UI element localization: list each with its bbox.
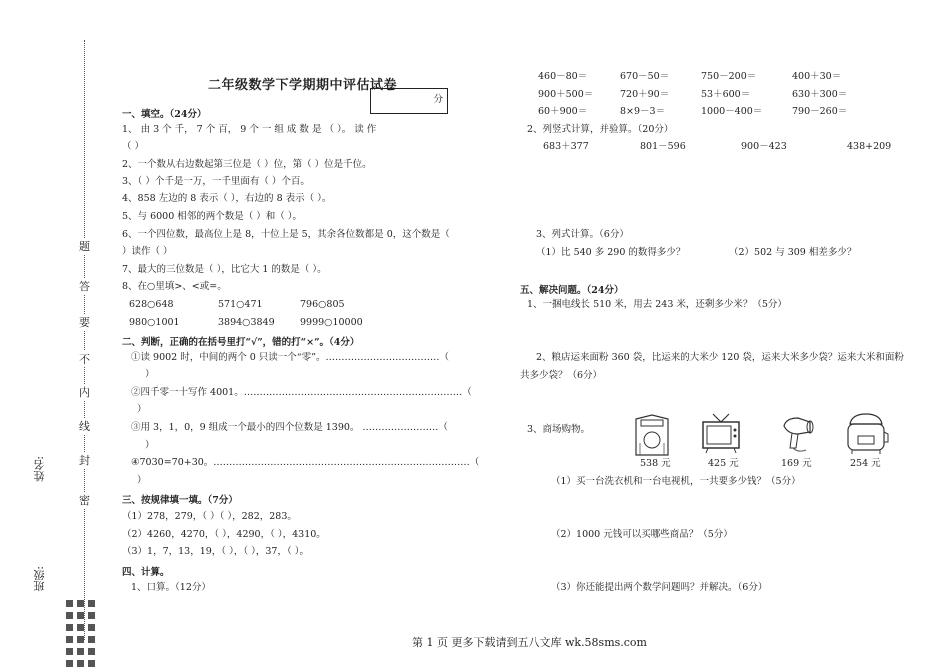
oral-calc-title: 1、口算。（12分） <box>131 582 211 593</box>
vertical-item: 801－596 <box>640 141 686 152</box>
section-fill-title: 一、填空。（24分） <box>122 109 207 120</box>
shopping-q2: （2）1000 元钱可以买哪些商品？（5分） <box>551 529 733 540</box>
rice-cooker-icon <box>842 412 890 456</box>
oral-item: 900＋500＝ <box>538 89 594 100</box>
name-label: 姓名: <box>33 456 46 482</box>
compare-item: 571○471 <box>218 299 263 310</box>
formula-calc-title: 3、列式计算。（6分） <box>536 229 629 240</box>
price-television: 425 元 <box>708 458 739 469</box>
class-label: 班级: <box>33 566 46 592</box>
compare-item: 628○648 <box>129 299 174 310</box>
section-solve-title: 五、解决问题。（24分） <box>520 285 624 296</box>
pattern-1: （1）278，279，（ ）（ ），282，283。 <box>122 511 297 522</box>
binding-dotted-line <box>84 40 85 640</box>
word-problem-2-line-2: 共多少袋？（6分） <box>520 370 603 381</box>
oral-item: 670－50＝ <box>620 71 670 82</box>
compare-item: 796○805 <box>300 299 345 310</box>
question-4: 4、858 左边的 8 表示（ ），右边的 8 表示（ ）。 <box>122 193 332 204</box>
question-6-line-1: 6、一个四位数，最高位上是 8，十位上是 5，其余各位数都是 0，这个数是（ <box>122 229 450 240</box>
binding-char: 不 <box>79 353 90 366</box>
question-3: 3、（ ）个千是一万，一千里面有（ ）个百。 <box>122 176 310 187</box>
word-problem-3: 3、商场购物。 <box>527 424 591 435</box>
question-2: 2、一个数从右边数起第三位是（ ）位，第（ ）位是千位。 <box>122 159 372 170</box>
vertical-item: 683＋377 <box>543 141 589 152</box>
oral-item: 8×9－3＝ <box>620 106 666 117</box>
page-footer: 第 1 页 更多下载请到五八文库 wk.58sms.com <box>412 636 647 649</box>
question-1-line-2: （ ） <box>122 141 145 152</box>
price-hair-dryer: 169 元 <box>781 458 812 469</box>
page-title: 二年级数学下学期期中评估试卷 <box>208 78 398 93</box>
shopping-q3: （3）你还能提出两个数学问题吗？并解决。（6分） <box>551 582 768 593</box>
binding-char: 内 <box>79 386 90 399</box>
oral-item: 1000－400＝ <box>701 106 763 117</box>
oral-item: 53＋600＝ <box>701 89 751 100</box>
judge-3: ③用 3，1，0，9 组成一个最小的四个位数是 1390。 ……………………（ <box>131 422 448 433</box>
judge-2-close: ） <box>137 404 147 415</box>
judge-1-close: ） <box>145 369 155 380</box>
compare-item: 980○1001 <box>129 317 180 328</box>
binding-char: 题 <box>79 240 90 253</box>
oral-item: 60＋900＝ <box>538 106 588 117</box>
pattern-2: （2）4260，4270，（ ），4290，（ ），4310。 <box>122 529 326 540</box>
compare-item: 9999○10000 <box>300 317 363 328</box>
binding-char: 线 <box>79 420 90 433</box>
binding-char: 密 <box>79 494 90 507</box>
question-8: 8、在○里填>、<或=。 <box>122 281 227 292</box>
score-label: 分 <box>433 94 443 105</box>
word-problem-2-line-1: 2、粮店运来面粉 360 袋，比运来的大米少 120 袋，运来大米多少袋？运来大米和面粉 <box>536 352 904 363</box>
formula-calc-q2: （2）502 与 309 相差多少？ <box>729 247 857 258</box>
television-icon <box>700 412 742 454</box>
vertical-calc-title: 2、列竖式计算，并验算。（20分） <box>527 124 674 135</box>
judge-4-close: ） <box>137 475 147 486</box>
section-calc-title: 四、计算。 <box>122 567 170 578</box>
price-rice-cooker: 254 元 <box>850 458 881 469</box>
oral-item: 400＋30＝ <box>792 71 842 82</box>
judge-1: ①读 9002 时，中间的两个 0 只读一个“零”。………………………………（ <box>131 352 450 363</box>
washing-machine-icon <box>632 413 672 457</box>
question-1-line-1: 1、 由 3 个 千， 7 个 百， 9 个 一 组 成 数 是 （ ）。 读 作 <box>122 124 377 135</box>
section-judge-title: 二、判断，正确的在括号里打“√”，错的打“×”。（4分） <box>122 337 360 348</box>
oral-item: 720＋90＝ <box>620 89 670 100</box>
formula-calc-q1: （1）比 540 多 290 的数得多少？ <box>536 247 686 258</box>
binding-char: 要 <box>79 316 90 329</box>
oral-item: 630＋300＝ <box>792 89 848 100</box>
question-5: 5、与 6000 相邻的两个数是（ ）和（ ）。 <box>122 211 303 222</box>
word-problem-1: 1、一捆电线长 510 米，用去 243 米，还剩多少米？（5分） <box>527 299 787 310</box>
shopping-q1: （1）买一台洗衣机和一台电视机，一共要多少钱？（5分） <box>551 476 801 487</box>
score-box <box>370 88 448 114</box>
binding-char: 答 <box>79 280 90 293</box>
oral-item: 790－260＝ <box>792 106 848 117</box>
compare-item: 3894○3849 <box>218 317 275 328</box>
oral-item: 750－200＝ <box>701 71 757 82</box>
pattern-3: （3）1，7，13，19，（ ），（ ），37，（ ）。 <box>122 546 309 557</box>
question-6-line-2: ）读作（ ） <box>122 246 173 257</box>
judge-4: ④7030=70+30。………………………………………………………………………（ <box>131 457 480 468</box>
vertical-item: 438+209 <box>847 141 892 152</box>
price-washing-machine: 538 元 <box>640 458 671 469</box>
judge-3-close: ） <box>145 440 155 451</box>
judge-2: ②四千零一十写作 4001。……………………………………………………………（ <box>131 387 472 398</box>
binding-char: 封 <box>79 454 90 467</box>
hair-dryer-icon <box>778 414 822 454</box>
section-pattern-title: 三、按规律填一填。（7分） <box>122 495 238 506</box>
oral-item: 460－80＝ <box>538 71 588 82</box>
question-7: 7、最大的三位数是（ ），比它大 1 的数是（ ）。 <box>122 264 327 275</box>
vertical-item: 900－423 <box>741 141 787 152</box>
